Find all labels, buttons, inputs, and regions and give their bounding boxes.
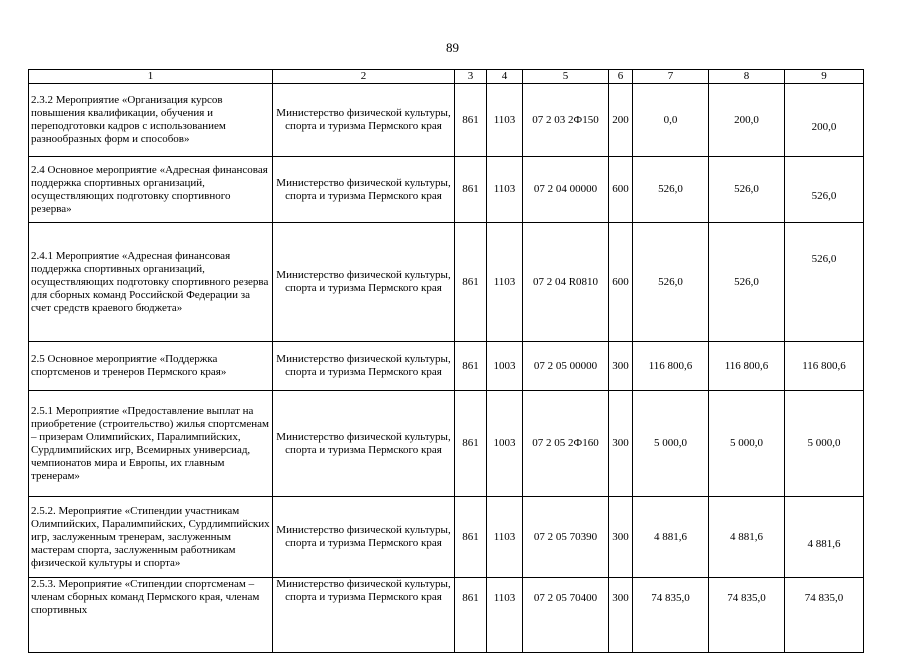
executor: Министерство физической культуры, спорта и туризма Пермского края (273, 391, 455, 497)
target-article: 07 2 03 2Ф150 (523, 84, 609, 157)
col-header-1: 1 (29, 70, 273, 84)
activity-name: 2.4.1 Мероприятие «Адресная финансовая поддержка спортивных организаций, осуществляющих подготовку спортивного резерва для сборных команд Российской Федерации за счет средств краевого бюджета» (29, 223, 273, 342)
ministry-code: 861 (455, 391, 487, 497)
col-header-5: 5 (523, 70, 609, 84)
amount-col8: 526,0 (709, 223, 785, 342)
col-header-8: 8 (709, 70, 785, 84)
expense-type: 300 (609, 497, 633, 578)
amount-col9-value: 4 881,6 (807, 537, 841, 550)
expense-type: 300 (609, 342, 633, 391)
page-number: 89 (446, 40, 459, 55)
activity-name: 2.5.3. Мероприятие «Стипендии спортсменам – членам сборных команд Пермского края, членам спортивных (29, 578, 273, 653)
target-article: 07 2 04 00000 (523, 157, 609, 223)
amount-col9 (785, 84, 864, 157)
ministry-code: 861 (455, 342, 487, 391)
amount-col7: 116 800,6 (633, 342, 709, 391)
amount-col7: 5 000,0 (633, 391, 709, 497)
amount-col8: 4 881,6 (709, 497, 785, 578)
activity-name: 2.5 Основное мероприятие «Поддержка спортсменов и тренеров Пермского края» (29, 342, 273, 391)
expense-type: 200 (609, 84, 633, 157)
table-row (29, 157, 864, 223)
executor: Министерство физической культуры, спорта и туризма Пермского края (273, 578, 455, 653)
ministry-code: 861 (455, 578, 487, 653)
executor: Министерство физической культуры, спорта и туризма Пермского края (273, 342, 455, 391)
section-code: 1003 (487, 391, 523, 497)
amount-col8: 116 800,6 (709, 342, 785, 391)
table-row (29, 497, 864, 578)
header-row (29, 70, 864, 84)
activity-name: 2.4 Основное мероприятие «Адресная финансовая поддержка спортивных организаций, осуществляющих подготовку спортивного резерва» (29, 157, 273, 223)
amount-col8: 526,0 (709, 157, 785, 223)
executor: Министерство физической культуры, спорта и туризма Пермского края (273, 84, 455, 157)
table-row (29, 342, 864, 391)
col-header-4: 4 (487, 70, 523, 84)
col-header-2: 2 (273, 70, 455, 84)
activity-name: 2.5.2. Мероприятие «Стипендии участникам Олимпийских, Паралимпийских, Сурдлимпийских игр, заслуженным тренерам, заслуженным мастерам спорта, заслуженным работникам физической культуры и спорта» (29, 497, 273, 578)
col-header-9: 9 (785, 70, 864, 84)
amount-col7: 0,0 (633, 84, 709, 157)
table-row (29, 84, 864, 157)
section-code: 1103 (487, 223, 523, 342)
amount-col9: 74 835,0 (785, 578, 864, 653)
target-article: 07 2 05 2Ф160 (523, 391, 609, 497)
ministry-code: 861 (455, 84, 487, 157)
col-header-6: 6 (609, 70, 633, 84)
target-article: 07 2 05 00000 (523, 342, 609, 391)
amount-col8: 5 000,0 (709, 391, 785, 497)
expense-type: 300 (609, 578, 633, 653)
executor: Министерство физической культуры, спорта и туризма Пермского края (273, 497, 455, 578)
activity-name: 2.5.1 Мероприятие «Предоставление выплат на приобретение (строительство) жилья спортсменам – призерам Олимпийских, Паралимпийских, Сурдлимпийских игр, Всемирных универсиад, чемпионатов мира и Европы, их главным тренерам» (29, 391, 273, 497)
activity-name: 2.3.2 Мероприятие «Организация курсов повышения квалификации, обучения и переподготовки кадров с использованием разнообразных форм и способов» (29, 84, 273, 157)
amount-col9 (785, 157, 864, 223)
amount-col9-value: 526,0 (811, 190, 837, 202)
amount-col8: 74 835,0 (709, 578, 785, 653)
amount-col9 (785, 223, 864, 342)
expense-type: 600 (609, 223, 633, 342)
budget-table (28, 69, 864, 653)
amount-col8: 200,0 (709, 84, 785, 157)
section-code: 1103 (487, 578, 523, 653)
ministry-code: 861 (455, 497, 487, 578)
table-row (29, 391, 864, 497)
section-code: 1003 (487, 342, 523, 391)
section-code: 1103 (487, 497, 523, 578)
amount-col7: 526,0 (633, 223, 709, 342)
amount-col9: 5 000,0 (785, 391, 864, 497)
table-row (29, 578, 864, 653)
executor: Министерство физической культуры, спорта и туризма Пермского края (273, 157, 455, 223)
col-header-3: 3 (455, 70, 487, 84)
target-article: 07 2 05 70400 (523, 578, 609, 653)
ministry-code: 861 (455, 223, 487, 342)
amount-col9-value: 200,0 (811, 120, 837, 133)
target-article: 07 2 05 70390 (523, 497, 609, 578)
table-row (29, 223, 864, 342)
ministry-code: 861 (455, 157, 487, 223)
amount-col9: 116 800,6 (785, 342, 864, 391)
expense-type: 600 (609, 157, 633, 223)
amount-col7: 526,0 (633, 157, 709, 223)
executor: Министерство физической культуры, спорта и туризма Пермского края (273, 223, 455, 342)
amount-col9-value: 526,0 (811, 253, 837, 265)
section-code: 1103 (487, 84, 523, 157)
amount-col7: 4 881,6 (633, 497, 709, 578)
amount-col7: 74 835,0 (633, 578, 709, 653)
target-article: 07 2 04 R0810 (523, 223, 609, 342)
expense-type: 300 (609, 391, 633, 497)
col-header-7: 7 (633, 70, 709, 84)
section-code: 1103 (487, 157, 523, 223)
amount-col9 (785, 497, 864, 578)
